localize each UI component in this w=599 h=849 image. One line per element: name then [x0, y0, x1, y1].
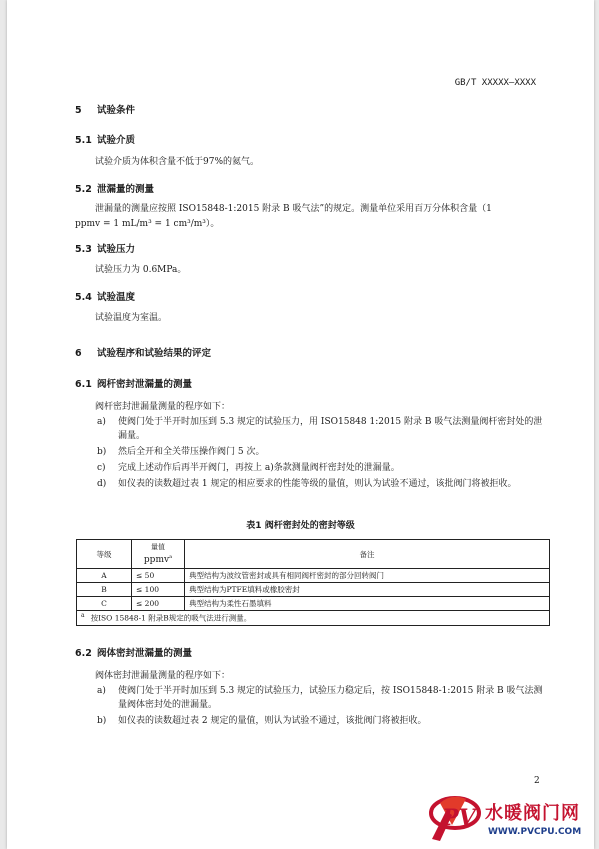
header-note: 备注	[185, 540, 550, 569]
section-5-4-heading: 5.4 试验温度	[75, 292, 136, 303]
table-header-row	[77, 540, 550, 569]
section-6-1-heading: 6.1 阀杆密封泄漏量的测量	[75, 379, 193, 390]
section-6-2-heading: 6.2 阀体密封泄漏量的测量	[75, 648, 193, 659]
section-6-heading: 6 试验程序和试验结果的评定	[75, 348, 212, 359]
list-item: a) 使阀门处于半开时加压到 5.3 规定的试验压力，用 ISO15848 1:2015 附录 B 吸气法测量阀杆密封处的泄漏量。	[97, 417, 543, 441]
list-item: b) 如仪表的读数超过表 2 规定的量值，则认为试验不通过，该批阀门将被拒收。	[97, 716, 427, 726]
section-5-4-body: 试验温度为室温。	[95, 313, 168, 323]
table-row: B ≤ 100 典型结构为PTFE填料或橡胶密封	[77, 583, 550, 597]
list-item: c) 完成上述动作后再半开阀门，再按上 a)条款测量阀杆密封处的泄漏量。	[97, 463, 400, 473]
document-page	[7, 0, 594, 849]
section-5-3-heading: 5.3 试验压力	[75, 244, 136, 255]
watermark-logo-icon	[422, 791, 482, 843]
standard-code: GB/T XXXXX—XXXX	[454, 78, 536, 88]
list-item: b) 然后全开和全关带压操作阀门 5 次。	[97, 447, 265, 457]
table-row: C ≤ 200 典型结构为柔性石墨填料	[77, 597, 550, 611]
section-5-2-heading: 5.2 泄漏量的测量	[75, 184, 155, 195]
section-5-1-heading: 5.1 试验介质	[75, 135, 136, 146]
header-value: 量值 ppmv$^a$	[132, 540, 185, 569]
section-5-heading: 5 试验条件	[75, 105, 136, 116]
watermark-title: 水暖阀门网	[485, 803, 580, 824]
table-1-caption: 表1 阀杆密封处的密封等级	[246, 521, 355, 531]
list-item: a) 使阀门处于半开时加压到 5.3 规定的试验压力，试验压力稳定后，按 ISO15848-1:2015 附录 B 吸气法测量阀体密封处的泄漏量。	[97, 686, 543, 710]
section-6-2-intro: 阀体密封泄漏量测量的程序如下：	[95, 671, 231, 681]
page-number: 2	[534, 776, 540, 786]
table-footnote-row: $^a$ 按ISO 15848-1 附录B规定的吸气法进行测量。	[77, 611, 550, 626]
svg-text:PV: PV	[442, 805, 476, 831]
table-footnote: 按ISO 15848-1 附录B规定的吸气法进行测量。	[90, 613, 252, 623]
watermark-url: WWW.PVCPU.COM	[488, 827, 582, 837]
table-row: A ≤ 50 典型结构为波纹管密封或具有相同阀杆密封的部分回转阀门	[77, 569, 550, 583]
section-5-2-body-line2: ppmv = 1 mL/m³ = 1 cm³/m³）。	[75, 219, 220, 229]
section-6-1-intro: 阀杆密封泄漏量测量的程序如下：	[95, 402, 231, 412]
header-grade: 等级	[77, 540, 132, 569]
section-5-3-body: 试验压力为 0.6MPa。	[95, 265, 187, 275]
section-5-1-body: 试验介质为体积含量不低于97%的氦气。	[95, 157, 260, 167]
section-5-2-body-line1: 泄漏量的测量应按照 ISO15848-1:2015 附录 B 吸气法”的规定。测量单位采用百万分体积含量（1	[95, 204, 492, 214]
table-1	[76, 539, 550, 626]
list-item: d) 如仪表的读数超过表 1 规定的相应要求的性能等级的量值，则认为试验不通过，该批阀门将被拒收。	[97, 479, 517, 489]
